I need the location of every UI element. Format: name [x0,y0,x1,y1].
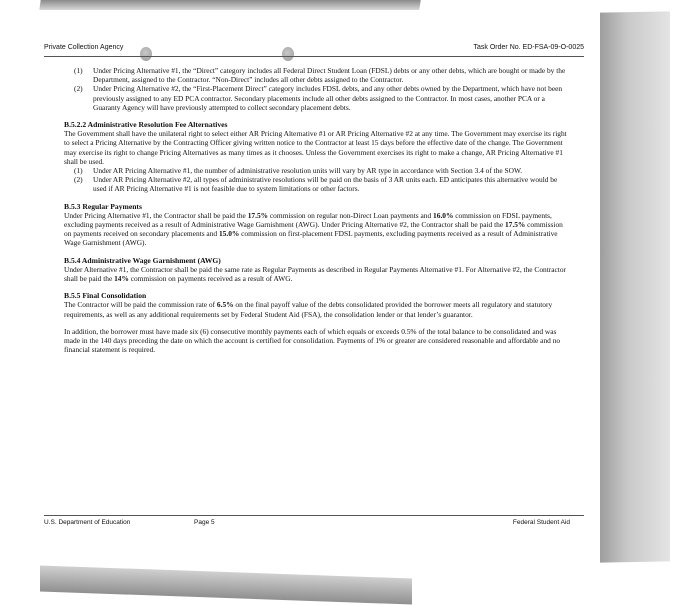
section-body: The Contractor will be paid the commission rate of 6.5% on the final payoff value of the debts consolidated provided the borrower meets all regulatory and statutory requirements, as well as any additional requirements set by Federal Student Aid (FSA), the consolidation lender or that lender’s guarantor. [64,300,553,319]
list-item: (2) Under AR Pricing Alternative #2, all types of administrative resolutions will be paid on the basis of 3 AR units each. ED anticipates this alternative would be used if AR Pricing Alternative #1 is not feasible due to system limitations or other factors. [74,175,558,194]
category-list [64,66,569,112]
page-footer [44,519,584,526]
section-body: Under Alternative #1, the Contractor shall be paid the same rate as Regular Payments as described in Regular Payments Alternative #1. For Alternative #2, the Contractor shall be paid the 14% commission on payments received as a result of AWG. [64,264,567,284]
section-regular-payments [64,202,569,248]
page-number: Page 5 [194,519,215,526]
scan-shadow-bottom [40,566,412,605]
footer-right: Federal Student Aid [512,519,570,526]
list-item: (2) Under Pricing Alternative #2, the “First-Placement Direct” category includes FDSL debts, and any other debts owned by the Department, which have not been previously assigned to any ED PCA contractor. Secondary placements include all other debts assigned to the Contractor. In most cases, another PCA or a Guaranty Agency will have previously attempted to collect secondary placement debts. [74,84,563,112]
section-title: B.5.2.2 Administrative Resolution Fee Alternatives [64,120,228,130]
document-page [36,26,596,566]
adjacent-page-edge [600,11,670,562]
section-final-consolidation [64,291,569,354]
header-right: Task Order No. ED-FSA-09-O-0025 [473,44,584,51]
footer-left: U.S. Department of Education [44,519,131,526]
section-awg [64,256,569,284]
section-title: B.5.3 Regular Payments [64,201,142,211]
page-header [44,44,596,51]
header-rule [44,56,584,57]
section-ar-fee [64,120,569,194]
section-title: B.5.5 Final Consolidation [64,291,147,301]
scan-shadow-top [39,0,420,10]
list-item: (1) Under AR Pricing Alternative #1, the number of administrative resolution units will vary by AR type in accordance with Section 3.4 of the SOW. [74,166,523,176]
ar-list [64,166,569,194]
footer-rule [44,515,584,516]
header-left: Private Collection Agency [44,44,124,51]
section-body-2: In addition, the borrower must have made six (6) consecutive monthly payments each of which equals or exceeds 0.5% of the total balance to be consolidated and was made in the 140 days preceding the date on which the account is certified for consolidation. Payments of 1% or greater are considered reasonable and affordable and no financial statement is required. [64,326,561,355]
section-body: The Government shall have the unilateral right to select either AR Pricing Alternative #1 or AR Pricing Alternative #2 at any time. The Government may exercise its right to select a Pricing Alternative by the Contracting Officer giving written notice to the Contractor at least 15 days before the effective date of the change. The Government may exercise its right to change Pricing Alternatives as many times as it chooses. Unless the Government exercises its right to make a change, AR Pricing Alternative #1 shall be used. [64,129,567,166]
document-body [64,66,569,354]
section-body: Under Pricing Alternative #1, the Contractor shall be paid the 17.5% commission on regular non-Direct Loan payments and 16.0% commission on FDSL payments, excluding payments received as a result of Administrative Wage Garnishment (AWG). Under Pricing Alternative #2, the Contractor shall be paid the 17.5% commission on payments received on secondary placements and 15.0% commission on first-placement FDSL payments, excluding payments received as a result of Administrative Wage Garnishment (AWG). [64,210,563,248]
list-item: (1) Under Pricing Alternative #1, the “Direct” category includes all Federal Direct Student Loan (FDSL) debts or any other debts, which are bought or made by the Department, assigned to the Contractor. “Non-Direct” includes all other debts assigned to the Contractor. [74,66,566,85]
section-title: B.5.4 Administrative Wage Garnishment (AWG) [64,255,221,265]
